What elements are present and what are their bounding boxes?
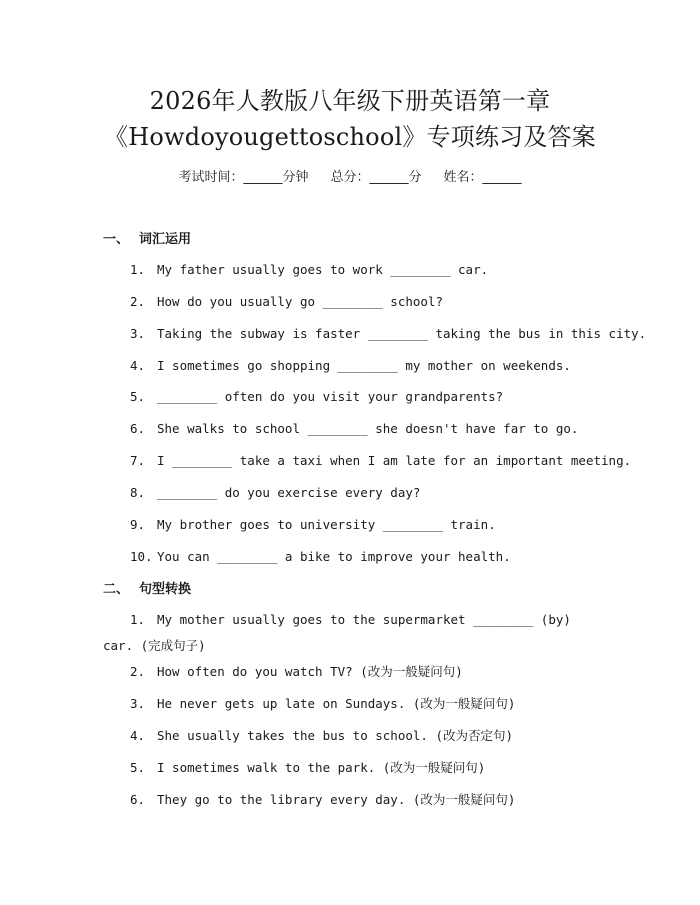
question-item — [130, 789, 610, 811]
question-text: ________ do you exercise every day? — [157, 485, 421, 500]
question-text: Taking the subway is faster ________ taking the bus in this city. — [157, 326, 647, 341]
question-number: 2. — [130, 294, 146, 309]
question-number: 6. — [130, 421, 146, 436]
question-number: 8. — [130, 485, 146, 500]
section-title: 句型转换 — [139, 582, 192, 597]
question-text: I ________ take a taxi when I am late for an important meeting. — [157, 453, 632, 468]
question-text: I sometimes go shopping ________ my mother on weekends. — [157, 358, 571, 373]
question-item — [130, 418, 610, 440]
question-text: She walks to school ________ she doesn't have far to go. — [157, 421, 579, 436]
section-number: 二、 — [103, 582, 130, 597]
question-text: ________ often do you visit your grandparents? — [157, 389, 504, 404]
exam-time-field: 考试时间：______分钟 — [178, 170, 309, 185]
question-item — [130, 725, 610, 747]
question-number: 3. — [130, 326, 146, 341]
question-item — [130, 693, 610, 715]
section-heading-vocabulary — [103, 230, 191, 250]
question-item — [130, 757, 610, 779]
document-title-line-2: 《Howdoyougettoschool》专项练习及答案 — [104, 123, 596, 151]
question-number: 5. — [130, 389, 146, 404]
question-number: 1. — [130, 612, 146, 627]
total-score-field: 总分：______分 — [330, 170, 422, 185]
question-number: 4. — [130, 728, 146, 743]
question-number: 9. — [130, 517, 146, 532]
question-item — [103, 607, 603, 659]
question-item — [130, 259, 610, 281]
student-name-field: 姓名：______ — [443, 170, 522, 185]
question-number: 2. — [130, 664, 146, 679]
document-title-line-1: 2026年人教版八年级下册英语第一章 — [149, 87, 551, 115]
question-text: He never gets up late on Sundays. (改为一般疑问句) — [157, 696, 516, 711]
question-text: My mother usually goes to the supermarket ________ (by) car. (完成句子) — [103, 612, 571, 653]
question-text: They go to the library every day. (改为一般疑问句) — [157, 792, 516, 807]
question-item — [130, 450, 632, 472]
question-item — [130, 291, 610, 313]
question-number: 4. — [130, 358, 146, 373]
exam-info-line — [0, 168, 700, 188]
question-text: I sometimes walk to the park. (改为一般疑问句) — [157, 760, 486, 775]
question-text: How do you usually go ________ school? — [157, 294, 443, 309]
section-number: 一、 — [103, 232, 130, 247]
question-item — [130, 386, 610, 408]
question-number: 1. — [130, 262, 146, 277]
question-text: My father usually goes to work ________ car. — [157, 262, 489, 277]
question-text: How often do you watch TV? (改为一般疑问句) — [157, 664, 463, 679]
question-number: 7. — [130, 453, 146, 468]
question-item — [130, 661, 610, 683]
question-number: 10. — [130, 549, 153, 564]
question-text: She usually takes the bus to school. (改为否定句) — [157, 728, 513, 743]
question-number: 3. — [130, 696, 146, 711]
question-item — [130, 514, 610, 536]
question-number: 6. — [130, 792, 146, 807]
question-number: 5. — [130, 760, 146, 775]
question-item — [130, 546, 610, 568]
section-title: 词汇运用 — [139, 232, 192, 247]
question-text: You can ________ a bike to improve your health. — [157, 549, 511, 564]
question-item — [130, 355, 610, 377]
question-text: My brother goes to university ________ train. — [157, 517, 496, 532]
question-item — [130, 323, 647, 345]
section-heading-sentence-transformation — [103, 580, 191, 600]
question-item — [130, 482, 610, 504]
